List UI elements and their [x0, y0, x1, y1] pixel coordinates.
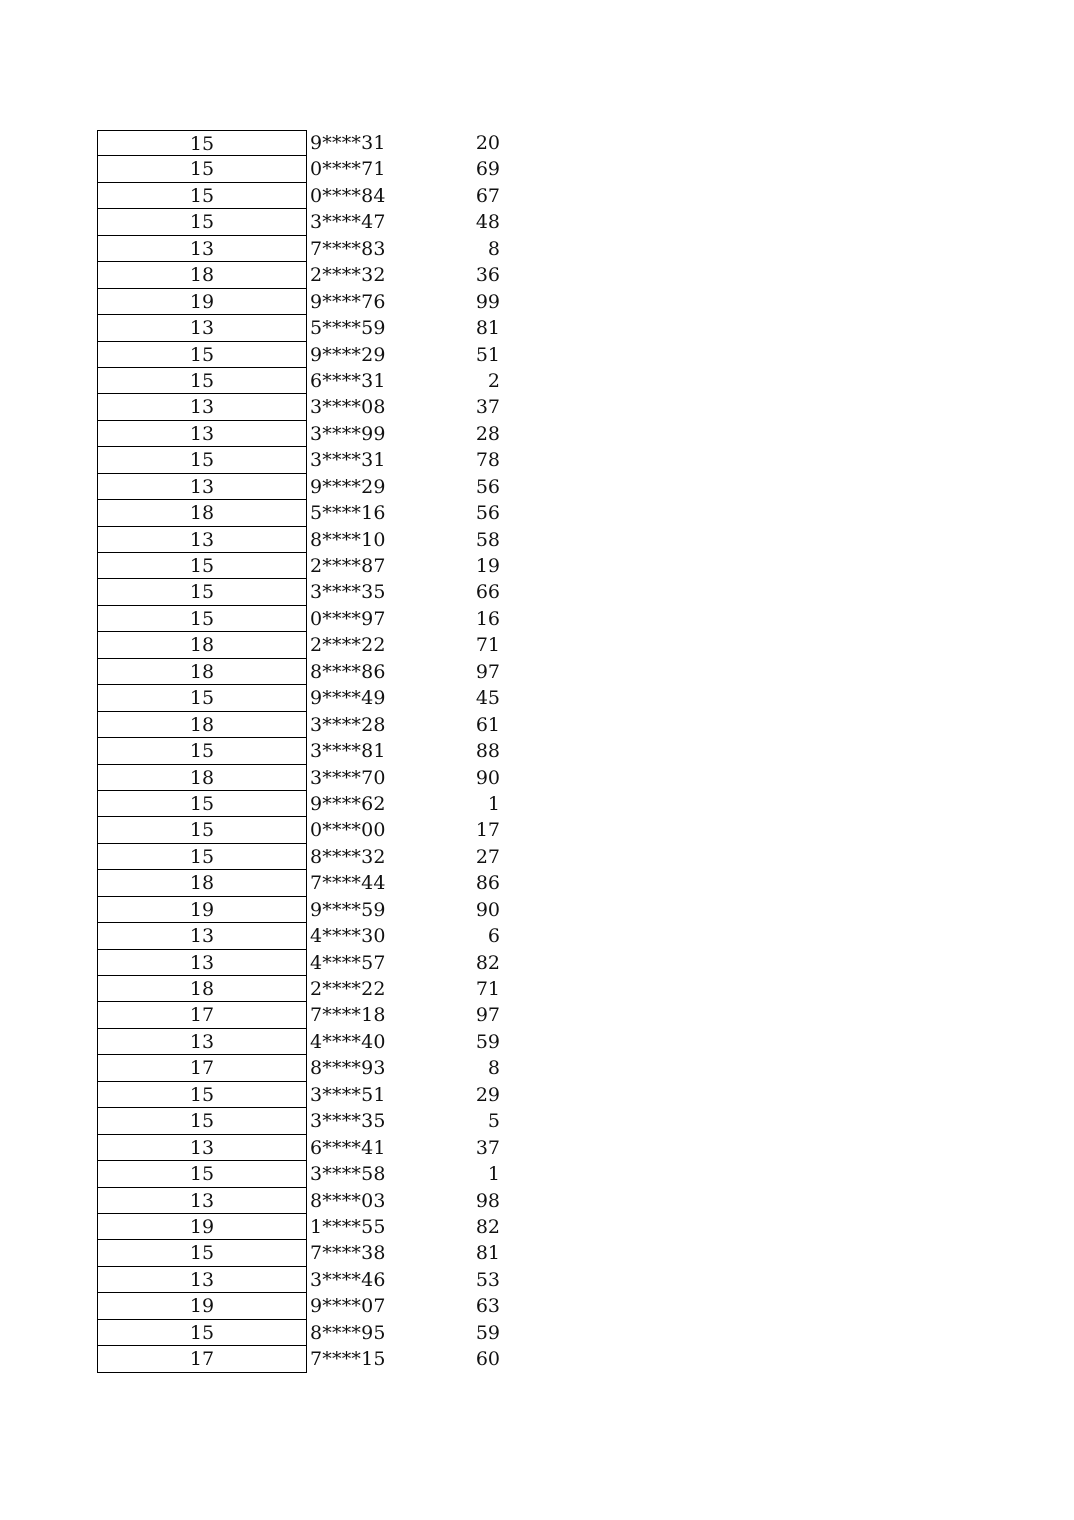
prefix-cell: 15: [97, 342, 307, 368]
prefix-cell: 15: [97, 130, 307, 156]
table-row: [97, 765, 517, 791]
table-row: [97, 1161, 517, 1187]
table-row: [97, 447, 517, 473]
prefix-cell: 15: [97, 1161, 307, 1187]
table-row: [97, 1108, 517, 1134]
value-cell: 51: [475, 343, 500, 366]
masked-number-cell: 0****00: [310, 819, 386, 842]
table-row: [97, 1320, 517, 1346]
prefix-cell: 15: [97, 1240, 307, 1266]
value-cell: 98: [475, 1189, 500, 1212]
prefix-cell: 15: [97, 1320, 307, 1346]
masked-number-cell: 7****44: [310, 872, 386, 895]
masked-number-cell: 0****71: [310, 158, 386, 181]
value-cell: 81: [475, 1242, 500, 1265]
table-row: [97, 527, 517, 553]
value-cell: 81: [475, 317, 500, 340]
table-row: [97, 1293, 517, 1319]
masked-number-cell: 3****28: [310, 713, 386, 736]
prefix-cell: 13: [97, 1029, 307, 1055]
masked-number-cell: 4****57: [310, 951, 386, 974]
masked-number-cell: 6****41: [310, 1136, 386, 1159]
value-cell: 59: [475, 1030, 500, 1053]
value-cell: 29: [475, 1083, 500, 1106]
value-cell: 61: [475, 713, 500, 736]
data-table: [97, 130, 517, 1373]
prefix-cell: 15: [97, 183, 307, 209]
table-row: [97, 342, 517, 368]
value-cell: 5: [487, 1110, 500, 1133]
masked-number-cell: 3****51: [310, 1083, 386, 1106]
table-row: [97, 1082, 517, 1108]
value-cell: 53: [475, 1268, 500, 1291]
table-row: [97, 394, 517, 420]
table-row: [97, 1002, 517, 1028]
value-cell: 86: [475, 872, 500, 895]
prefix-cell: 18: [97, 712, 307, 738]
value-cell: 48: [475, 211, 500, 234]
table-row: [97, 976, 517, 1002]
masked-number-cell: 7****15: [310, 1348, 386, 1371]
value-cell: 67: [475, 184, 500, 207]
prefix-cell: 15: [97, 447, 307, 473]
value-cell: 28: [475, 422, 500, 445]
value-cell: 6: [487, 925, 500, 948]
value-cell: 90: [475, 898, 500, 921]
value-cell: 71: [475, 978, 500, 1000]
value-cell: 90: [475, 766, 500, 789]
value-cell: 88: [475, 740, 500, 763]
table-row: [97, 606, 517, 632]
table-row: [97, 1029, 517, 1055]
prefix-cell: 15: [97, 156, 307, 182]
value-cell: 82: [475, 1215, 500, 1238]
value-cell: 78: [475, 449, 500, 472]
value-cell: 37: [475, 1136, 500, 1159]
prefix-cell: 15: [97, 844, 307, 870]
prefix-cell: 15: [97, 553, 307, 579]
masked-number-cell: 9****62: [310, 792, 386, 815]
value-cell: 60: [475, 1348, 500, 1371]
table-row: [97, 209, 517, 235]
masked-number-cell: 3****70: [310, 766, 386, 789]
prefix-cell: 17: [97, 1346, 307, 1372]
masked-number-cell: 3****99: [310, 422, 386, 445]
masked-number-cell: 6****31: [310, 369, 386, 392]
prefix-cell: 15: [97, 1108, 307, 1134]
masked-number-cell: 2****32: [310, 264, 386, 287]
masked-number-cell: 2****22: [310, 634, 386, 657]
table-row: [97, 870, 517, 896]
table-row: [97, 183, 517, 209]
masked-number-cell: 3****35: [310, 1110, 386, 1133]
table-row: [97, 1240, 517, 1266]
masked-number-cell: 3****58: [310, 1163, 386, 1186]
masked-number-cell: 9****59: [310, 898, 386, 921]
value-cell: 97: [475, 1004, 500, 1027]
masked-number-cell: 3****47: [310, 211, 386, 234]
table-row: [97, 817, 517, 843]
prefix-cell: 18: [97, 765, 307, 791]
prefix-cell: 13: [97, 950, 307, 976]
value-cell: 69: [475, 158, 500, 181]
table-row: [97, 130, 517, 156]
prefix-cell: 18: [97, 500, 307, 526]
masked-number-cell: 5****59: [310, 317, 386, 340]
masked-number-cell: 8****03: [310, 1189, 386, 1212]
value-cell: 66: [475, 581, 500, 604]
prefix-cell: 18: [97, 262, 307, 288]
value-cell: 8: [487, 1057, 500, 1080]
value-cell: 8: [487, 237, 500, 260]
prefix-cell: 19: [97, 289, 307, 315]
masked-number-cell: 7****38: [310, 1242, 386, 1265]
prefix-cell: 18: [97, 976, 307, 1002]
prefix-cell: 13: [97, 394, 307, 420]
table-row: [97, 500, 517, 526]
table-row: [97, 579, 517, 605]
prefix-cell: 13: [97, 1267, 307, 1293]
prefix-cell: 13: [97, 421, 307, 447]
prefix-cell: 15: [97, 579, 307, 605]
prefix-cell: 13: [97, 1188, 307, 1214]
value-cell: 2: [487, 369, 500, 392]
masked-number-cell: 9****29: [310, 475, 386, 498]
masked-number-cell: 3****81: [310, 740, 386, 763]
value-cell: 58: [475, 528, 500, 551]
table-row: [97, 421, 517, 447]
masked-number-cell: 0****84: [310, 184, 386, 207]
table-row: [97, 553, 517, 579]
table-row: [97, 1135, 517, 1161]
value-cell: 99: [475, 290, 500, 313]
prefix-cell: 13: [97, 315, 307, 341]
prefix-cell: 17: [97, 1002, 307, 1028]
prefix-cell: 15: [97, 368, 307, 394]
masked-number-cell: 4****40: [310, 1030, 386, 1053]
value-cell: 59: [475, 1321, 500, 1344]
value-cell: 1: [487, 1163, 500, 1186]
table-row: [97, 1214, 517, 1240]
masked-number-cell: 3****08: [310, 396, 386, 419]
prefix-cell: 13: [97, 1135, 307, 1161]
table-row: [97, 712, 517, 738]
table-row: [97, 632, 517, 658]
table-row: [97, 315, 517, 341]
value-cell: 82: [475, 951, 500, 974]
prefix-cell: 19: [97, 897, 307, 923]
prefix-cell: 15: [97, 685, 307, 711]
prefix-cell: 13: [97, 527, 307, 553]
table-row: [97, 844, 517, 870]
masked-number-cell: 3****46: [310, 1268, 386, 1291]
prefix-cell: 19: [97, 1214, 307, 1240]
value-cell: 45: [475, 687, 500, 710]
value-cell: 20: [475, 132, 500, 154]
table-row: [97, 156, 517, 182]
masked-number-cell: 9****31: [310, 132, 386, 154]
masked-number-cell: 9****29: [310, 343, 386, 366]
value-cell: 17: [475, 819, 500, 842]
prefix-cell: 15: [97, 1082, 307, 1108]
masked-number-cell: 9****76: [310, 290, 386, 313]
masked-number-cell: 1****55: [310, 1215, 386, 1238]
value-cell: 16: [475, 607, 500, 630]
prefix-cell: 15: [97, 209, 307, 235]
value-cell: 1: [487, 792, 500, 815]
prefix-cell: 18: [97, 870, 307, 896]
value-cell: 71: [475, 634, 500, 657]
table-row: [97, 1055, 517, 1081]
prefix-cell: 13: [97, 236, 307, 262]
masked-number-cell: 3****35: [310, 581, 386, 604]
table-row: [97, 1267, 517, 1293]
value-cell: 56: [475, 502, 500, 525]
table-row: [97, 685, 517, 711]
prefix-cell: 18: [97, 632, 307, 658]
prefix-cell: 15: [97, 791, 307, 817]
masked-number-cell: 2****87: [310, 555, 386, 577]
table-row: [97, 950, 517, 976]
masked-number-cell: 2****22: [310, 978, 386, 1000]
masked-number-cell: 8****86: [310, 660, 386, 683]
prefix-cell: 15: [97, 738, 307, 764]
prefix-cell: 19: [97, 1293, 307, 1319]
masked-number-cell: 0****97: [310, 607, 386, 630]
value-cell: 56: [475, 475, 500, 498]
value-cell: 27: [475, 845, 500, 868]
prefix-cell: 15: [97, 606, 307, 632]
prefix-cell: 18: [97, 659, 307, 685]
masked-number-cell: 4****30: [310, 925, 386, 948]
value-cell: 97: [475, 660, 500, 683]
table-row: [97, 236, 517, 262]
table-row: [97, 289, 517, 315]
value-cell: 63: [475, 1295, 500, 1318]
masked-number-cell: 7****18: [310, 1004, 386, 1027]
prefix-cell: 13: [97, 474, 307, 500]
masked-number-cell: 3****31: [310, 449, 386, 472]
masked-number-cell: 9****07: [310, 1295, 386, 1318]
table-row: [97, 1188, 517, 1214]
prefix-cell: 17: [97, 1055, 307, 1081]
table-row: [97, 738, 517, 764]
masked-number-cell: 8****32: [310, 845, 386, 868]
table-row: [97, 897, 517, 923]
table-row: [97, 1346, 517, 1372]
table-row: [97, 474, 517, 500]
prefix-cell: 15: [97, 817, 307, 843]
value-cell: 37: [475, 396, 500, 419]
table-row: [97, 368, 517, 394]
masked-number-cell: 8****10: [310, 528, 386, 551]
masked-number-cell: 9****49: [310, 687, 386, 710]
masked-number-cell: 8****95: [310, 1321, 386, 1344]
table-row: [97, 791, 517, 817]
table-row: [97, 923, 517, 949]
value-cell: 19: [475, 555, 500, 577]
masked-number-cell: 7****83: [310, 237, 386, 260]
table-row: [97, 659, 517, 685]
masked-number-cell: 5****16: [310, 502, 386, 525]
prefix-cell: 13: [97, 923, 307, 949]
table-row: [97, 262, 517, 288]
value-cell: 36: [475, 264, 500, 287]
masked-number-cell: 8****93: [310, 1057, 386, 1080]
